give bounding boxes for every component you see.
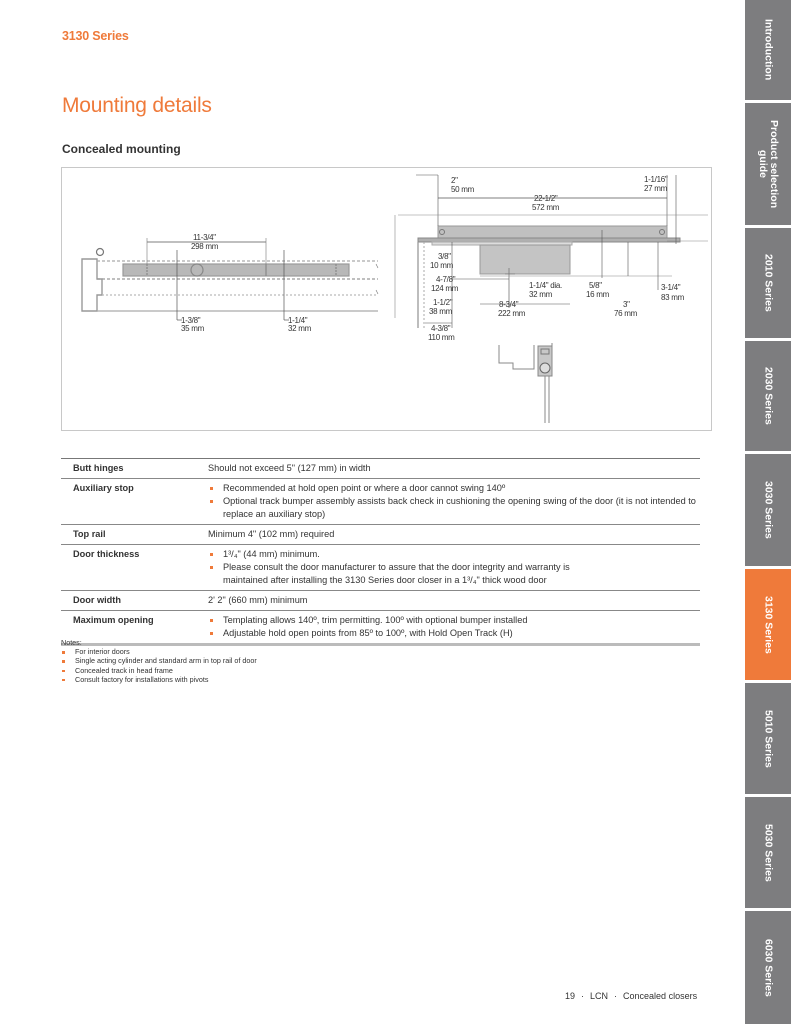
dim-76mm: 76 mm	[614, 309, 637, 318]
tab-5030-series[interactable]	[745, 797, 791, 908]
row-value: Should not exceed 5" (127 mm) in width	[208, 463, 371, 473]
dim-16mm: 16 mm	[586, 290, 609, 299]
table-row-door-width	[61, 591, 700, 611]
note-item: Single acting cylinder and standard arm in top rail of door	[61, 656, 257, 665]
note-item: Concealed track in head frame	[61, 666, 257, 675]
dim-124mm: 124 mm	[431, 284, 459, 293]
tab-2010-series[interactable]	[745, 228, 791, 338]
bullet-item: Recommended at hold open point or where a door cannot swing 140º	[208, 482, 700, 495]
dim-50mm: 50 mm	[451, 185, 474, 194]
tab-label: 3030 Series	[762, 481, 775, 539]
tab-product-selection-guide[interactable]	[745, 103, 791, 225]
bullet-item: 1³/₄" (44 mm) minimum.	[208, 548, 590, 561]
row-label: Maximum opening	[73, 615, 154, 625]
table-row-top-rail	[61, 525, 700, 545]
row-label: Door thickness	[73, 549, 140, 559]
section-tabs	[745, 0, 791, 1024]
dim-27mm: 27 mm	[644, 184, 667, 193]
row-label: Door width	[73, 595, 121, 605]
footer-brand: LCN	[590, 991, 609, 1001]
mounting-diagram	[61, 167, 712, 431]
table-row-door-thickness	[61, 545, 700, 591]
bullet-item: Please consult the door manufacturer to assure that the door integrity and warranty is maintained after installing the 3130 Series door closer in a 1³/₄" thick wood door	[208, 561, 590, 587]
row-label: Top rail	[73, 529, 106, 539]
separator-dot: ·	[614, 991, 618, 1001]
dim-298mm: 298 mm	[191, 242, 219, 251]
dim-110mm: 110 mm	[428, 333, 455, 342]
dim-4-7-8: 4-7/8"	[436, 275, 456, 284]
table-row-butt-hinges	[61, 459, 700, 479]
tab-2030-series[interactable]	[745, 341, 791, 451]
left-elevation-drawing	[82, 238, 378, 320]
tab-label: 5030 Series	[762, 823, 775, 882]
dim-572mm: 572 mm	[532, 203, 560, 212]
row-label: Auxiliary stop	[73, 483, 134, 493]
dim-2in: 2"	[451, 176, 458, 185]
dim-5-8: 5/8"	[589, 281, 602, 290]
dim-1-1-4-dia: 1-1/4" dia.	[529, 281, 562, 290]
note-item: Consult factory for installations with pivots	[61, 675, 257, 684]
notes-section	[61, 638, 257, 684]
dim-3in: 3"	[623, 300, 630, 309]
page-footer	[565, 991, 697, 1001]
bullet-item: Optional track bumper assembly assists back check in cushioning the opening swing of the door (it is not intended to replace an auxiliary stop)	[208, 495, 700, 521]
series-label: 3130 Series	[62, 29, 129, 43]
dim-1-1-2: 1-1/2"	[433, 298, 453, 307]
dim-8-3-4: 8-3/4"	[499, 300, 519, 309]
notes-title: Notes:	[61, 638, 82, 647]
dim-222mm: 222 mm	[498, 309, 526, 318]
dim-1-1-16: 1-1/16"	[644, 175, 668, 184]
dim-11-3-4: 11-3/4"	[193, 233, 216, 242]
dim-3-8: 3/8"	[438, 252, 451, 261]
row-value: 2' 2" (660 mm) minimum	[208, 595, 308, 605]
dim-32mm-dia: 32 mm	[529, 290, 552, 299]
tab-5010-series[interactable]	[745, 683, 791, 794]
table-row-auxiliary-stop	[61, 479, 700, 525]
section-title: Concealed mounting	[62, 142, 181, 156]
tab-6030-series[interactable]	[745, 911, 791, 1024]
row-label: Butt hinges	[73, 463, 124, 473]
tab-label: 2030 Series	[762, 367, 775, 425]
separator-dot: ·	[581, 991, 585, 1001]
tab-label: 3130 Series	[762, 595, 775, 654]
dim-4-3-8: 4-3/8"	[431, 324, 451, 333]
dim-83mm: 83 mm	[661, 293, 684, 302]
page-title: Mounting details	[62, 94, 212, 117]
dim-10mm: 10 mm	[430, 261, 453, 270]
tab-label: Product selection guide	[757, 119, 780, 209]
bullet-item: Adjustable hold open points from 85º to 100º, with Hold Open Track (H)	[208, 627, 700, 640]
page-number: 19	[565, 991, 576, 1001]
footer-section: Concealed closers	[623, 991, 698, 1001]
tab-3130-series[interactable]	[745, 569, 791, 680]
tab-label: 6030 Series	[762, 938, 775, 997]
dim-1-1-4: 1-1/4"	[288, 316, 308, 325]
tab-label: Introduction	[762, 19, 775, 81]
tab-3030-series[interactable]	[745, 454, 791, 566]
dim-3-1-4: 3-1/4"	[661, 283, 681, 292]
tab-label: 5010 Series	[762, 709, 775, 768]
dim-38mm: 38 mm	[429, 307, 452, 316]
dim-22-1-2: 22-1/2"	[534, 194, 558, 203]
dim-35mm: 35 mm	[181, 324, 204, 333]
note-item: For interior doors	[61, 647, 257, 656]
tab-label: 2010 Series	[762, 254, 775, 312]
dim-1-3-8: 1-3/8"	[181, 316, 201, 325]
row-value: Minimum 4" (102 mm) required	[208, 529, 335, 539]
tab-introduction[interactable]	[745, 0, 791, 100]
dim-32mm: 32 mm	[288, 324, 311, 333]
bullet-item: Templating allows 140º, trim permitting. 100º with optional bumper installed	[208, 614, 700, 627]
specifications-table	[61, 458, 700, 646]
